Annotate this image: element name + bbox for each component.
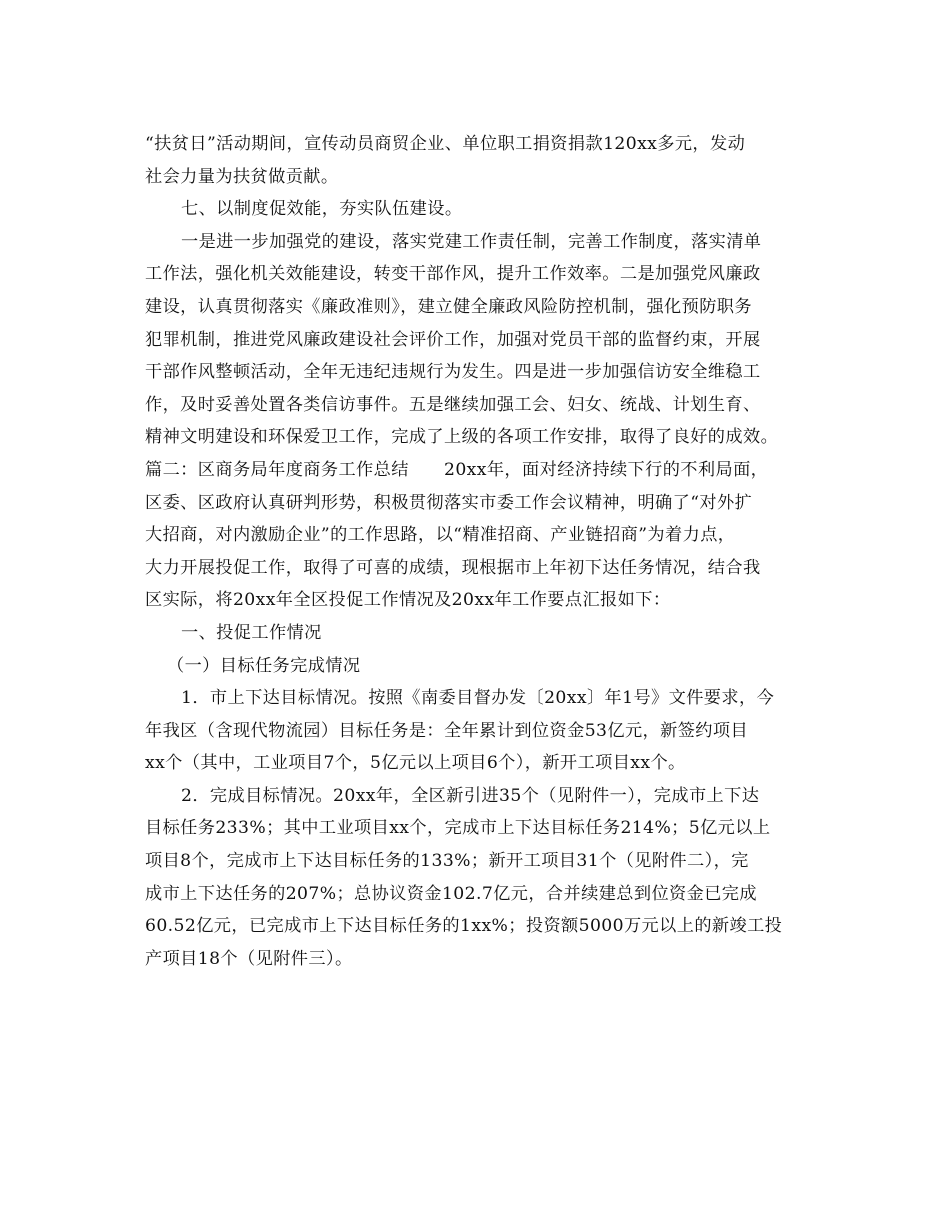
text-line: 干部作风整顿活动，全年无违纪违规行为发生。四是进一步加强信访安全维稳工 [145, 362, 761, 383]
text-line: （一）目标任务完成情况 [167, 655, 361, 676]
text-line: 成市上下达任务的207%；总协议资金102.7亿元，合并续建总到位资金已完成 [145, 883, 757, 904]
text-line: 犯罪机制，推进党风廉政建设社会评价工作，加强对党员干部的监督约束，开展 [145, 329, 761, 350]
text-line: 大招商，对内激励企业”的工作思路，以“精准招商、产业链招商”为着力点， [145, 525, 736, 546]
text-line: 1．市上下达目标情况。按照《南委目督办发〔20xx〕年1号》文件要求，今 [181, 688, 775, 709]
text-line: 一是进一步加强党的建设，落实党建工作责任制，完善工作制度，落实清单 [181, 231, 762, 252]
text-line: 精神文明建设和环保爱卫工作，完成了上级的各项工作安排，取得了良好的成效。 [145, 427, 779, 448]
text-line: 60.52亿元，已完成市上下达目标任务的1xx%；投资额5000万元以上的新竣工投 [145, 916, 783, 937]
text-line: 区实际，将20xx年全区投促工作情况及20xx年工作要点汇报如下： [145, 590, 671, 611]
text-line: 产项目18个（见附件三）。 [145, 948, 353, 969]
text-line: 区委、区政府认真研判形势，积极贯彻落实市委工作会议精神，明确了“对外扩 [145, 492, 753, 513]
text-line: “扶贫日”活动期间，宣传动员商贸企业、单位职工捐资捐款120xx多元，发动 [145, 134, 746, 154]
text-line: 社会力量为扶贫做贡献。 [145, 166, 339, 187]
text-line: 建设，认真贯彻落实《廉政准则》，建立健全廉政风险防控机制，强化预防职务 [145, 296, 752, 317]
text-line: 2．完成目标情况。20xx年，全区新引进35个（见附件一），完成市上下达 [181, 785, 760, 806]
text-line: 七、以制度促效能，夯实队伍建设。 [181, 199, 463, 220]
text-line: 年我区（含现代物流园）目标任务是：全年累计到位资金53亿元，新签约项目 [145, 720, 749, 741]
text-line: 目标任务233%；其中工业项目xx个，完成市上下达目标任务214%；5亿元以上 [145, 818, 771, 839]
text-line: 作，及时妥善处置各类信访事件。五是继续加强工会、妇女、统战、计划生育、 [145, 394, 761, 415]
text-line: 大力开展投促工作，取得了可喜的成绩，现根据市上年初下达任务情况，结合我 [145, 557, 761, 578]
text-line: 项目8个，完成市上下达目标任务的133%；新开工项目31个（见附件二），完 [145, 851, 749, 872]
text-line: 工作法，强化机关效能建设，转变干部作风，提升工作效率。二是加强党风廉政 [145, 264, 761, 285]
text-line: xx个（其中，工业项目7个，5亿元以上项目6个），新开工项目xx个。 [145, 753, 686, 774]
text-line: 篇二：区商务局年度商务工作总结 20xx年，面对经济持续下行的不利局面， [145, 459, 769, 480]
text-line: 一、投促工作情况 [181, 622, 322, 643]
document-page [145, 128, 810, 975]
